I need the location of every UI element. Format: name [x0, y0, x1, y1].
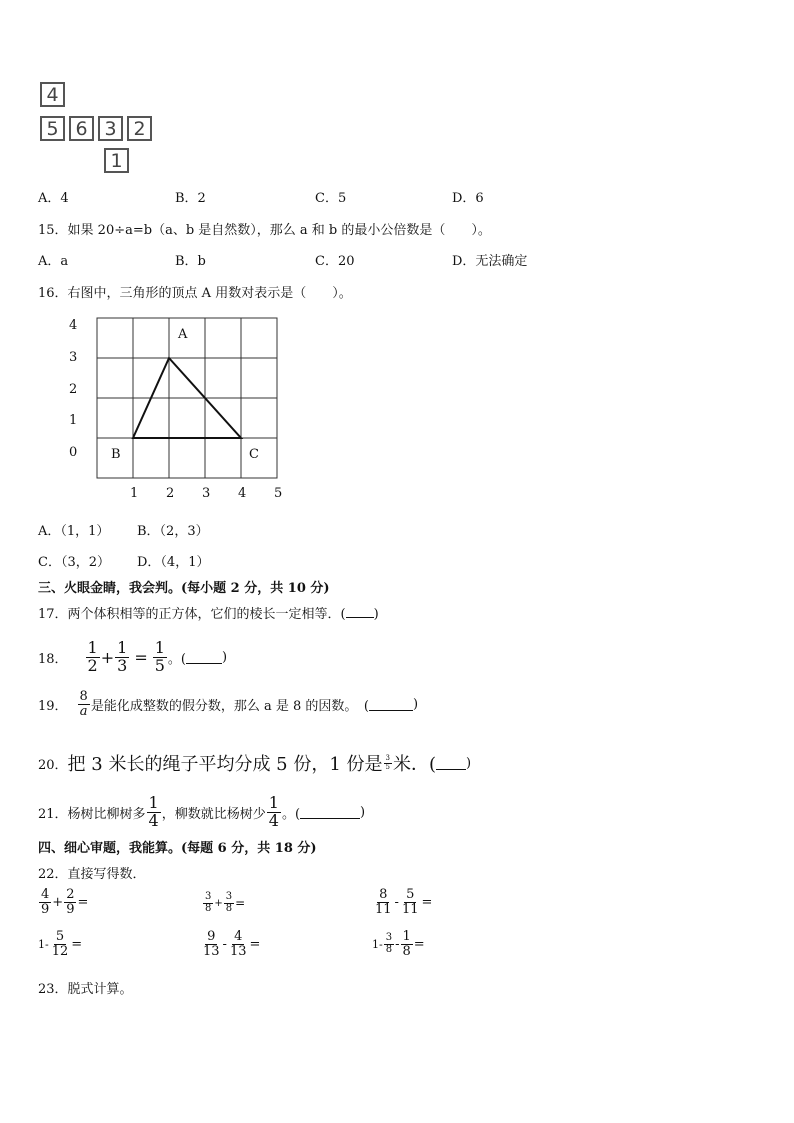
- answer-blank[interactable]: [369, 698, 413, 711]
- net-cell: 4: [40, 82, 65, 107]
- q18-question: [38, 640, 227, 675]
- q15-option-a: A．a: [38, 254, 69, 269]
- y-tick-label: 3: [69, 350, 78, 365]
- operator: -: [395, 936, 400, 952]
- equals-sign: =: [77, 894, 89, 910]
- fraction: $\frac{1}{3}$: [117, 638, 128, 675]
- x-tick-label: 5: [274, 486, 283, 501]
- q22-expr-2: [202, 892, 245, 914]
- coordinate-grid-figure: [60, 312, 300, 507]
- fraction: $\frac{9}{13}$: [203, 929, 220, 959]
- point-label-c: C: [249, 447, 259, 462]
- q21-tail: 。(: [281, 806, 301, 822]
- net-cell: 3: [98, 116, 123, 141]
- q15-option-c: C．20: [315, 254, 355, 269]
- fraction: $\frac{1}{2}$: [87, 638, 98, 675]
- q21-text: 21．杨树比柳树多: [38, 806, 146, 822]
- fraction: $\frac{1}{8}$: [402, 929, 411, 959]
- fraction: $\frac{5}{11}$: [401, 887, 419, 917]
- fraction: $\frac{1}{5}$: [154, 638, 165, 675]
- q19-number: 19．: [38, 698, 68, 714]
- q15-option-d: D．无法确定: [452, 254, 528, 269]
- cube-net-figure: [40, 82, 165, 177]
- q14-option-b: B．2: [175, 191, 206, 206]
- y-tick-label: 1: [69, 413, 78, 428]
- q17-close: ): [373, 607, 379, 622]
- operand: 1-: [372, 937, 383, 951]
- fraction: $\frac{4}{13}$: [229, 929, 247, 959]
- q19-question: [38, 690, 418, 718]
- fraction: $\frac{5}{12}$: [51, 929, 69, 959]
- net-cell: 2: [127, 116, 152, 141]
- section-3-title: 三、火眼金睛，我会判。(每小题 2 分，共 10 分): [38, 581, 330, 596]
- point-label-b: B: [111, 447, 121, 462]
- q21-question: [38, 795, 365, 830]
- q16-option-a: A．（1，1）: [38, 524, 110, 539]
- q17-text: 17．两个体积相等的正方体，它们的棱长一定相等．(: [38, 607, 346, 622]
- q22-expr-4: [38, 930, 82, 958]
- answer-blank[interactable]: [186, 651, 222, 664]
- q19-text: 是能化成整数的假分数，那么 a 是 8 的因数。 (: [90, 698, 369, 714]
- operand: 1-: [38, 937, 49, 951]
- q17-question: [38, 603, 379, 622]
- q23-question: 23．脱式计算。: [38, 982, 133, 997]
- x-tick-label: 4: [238, 486, 247, 501]
- q20-question: [38, 750, 471, 776]
- answer-blank[interactable]: [436, 757, 466, 770]
- q16-option-c: C．（3，2）: [38, 555, 110, 570]
- equals-sign: =: [235, 896, 246, 910]
- equals-sign: =: [71, 936, 83, 952]
- fraction: $\frac{8}{a}$: [79, 689, 88, 719]
- q22-expr-6: [372, 930, 425, 958]
- operator: +: [214, 897, 223, 909]
- q16-option-b: B．（2，3）: [137, 524, 209, 539]
- fraction: $\frac{1}{4}$: [268, 793, 279, 830]
- fraction: $\frac{2}{9}$: [66, 887, 75, 917]
- fraction: $\frac{8}{11}$: [375, 887, 392, 917]
- q18-number: 18．: [38, 651, 68, 667]
- q14-option-d: D．6: [452, 191, 484, 206]
- equals-sign: =: [134, 647, 148, 667]
- q15-option-b: B．b: [175, 254, 206, 269]
- q20-close: ): [466, 755, 472, 771]
- equals-sign: =: [249, 936, 261, 952]
- q20-text: 把 3 米长的绳子平均分成 5 份，1 份是: [67, 754, 383, 775]
- q22-question: 22．直接写得数．: [38, 867, 146, 882]
- answer-blank[interactable]: [346, 605, 374, 618]
- plus-sign: +: [100, 647, 115, 667]
- net-cell: 5: [40, 116, 65, 141]
- q21-close: ): [360, 804, 366, 820]
- equals-sign: =: [413, 936, 425, 952]
- y-tick-label: 4: [69, 318, 78, 333]
- q19-close: ): [412, 696, 419, 712]
- y-tick-label: 2: [69, 382, 78, 397]
- operator: +: [52, 894, 64, 910]
- q16-option-d: D．（4，1）: [137, 555, 210, 570]
- x-tick-label: 1: [130, 486, 139, 501]
- equals-sign: =: [421, 894, 433, 910]
- q15-question: 15．如果 20÷a=b（a、b 是自然数），那么 a 和 b 的最小公倍数是（ ）。: [38, 223, 491, 238]
- q18-tail: 。(: [167, 651, 186, 667]
- q20-number: 20．: [38, 757, 68, 773]
- net-cell: 1: [104, 148, 129, 173]
- q16-question: 16．右图中，三角形的顶点 A 用数对表示是（ ）。: [38, 286, 352, 301]
- q21-mid: ，柳数就比杨树少: [161, 806, 266, 822]
- operator: -: [222, 936, 227, 952]
- fraction: $\frac{1}{4}$: [148, 793, 159, 830]
- fraction: $\frac{3}{8}$: [225, 891, 233, 914]
- x-tick-label: 2: [166, 486, 175, 501]
- y-tick-label: 0: [69, 445, 78, 460]
- fraction: $\frac{4}{9}$: [41, 887, 50, 917]
- fraction: $\frac{3}{8}$: [385, 932, 393, 955]
- x-tick-label: 3: [202, 486, 211, 501]
- q20-tail: 米．(: [392, 754, 437, 775]
- answer-blank[interactable]: [300, 806, 360, 819]
- q22-expr-1: [38, 888, 88, 916]
- net-cell: 6: [69, 116, 94, 141]
- fraction: $\frac{3}{8}$: [205, 891, 212, 914]
- operator: -: [394, 894, 399, 910]
- q22-expr-3: [372, 888, 432, 916]
- point-label-a: A: [178, 327, 188, 342]
- q14-option-c: C．5: [315, 191, 347, 206]
- q22-expr-5: [200, 930, 260, 958]
- section-4-title: 四、细心审题，我能算。(每题 6 分，共 18 分): [38, 841, 317, 856]
- q18-close: ): [222, 649, 228, 665]
- q14-option-a: A．4: [38, 191, 69, 206]
- fraction: $\frac{3}{5}$: [385, 754, 390, 771]
